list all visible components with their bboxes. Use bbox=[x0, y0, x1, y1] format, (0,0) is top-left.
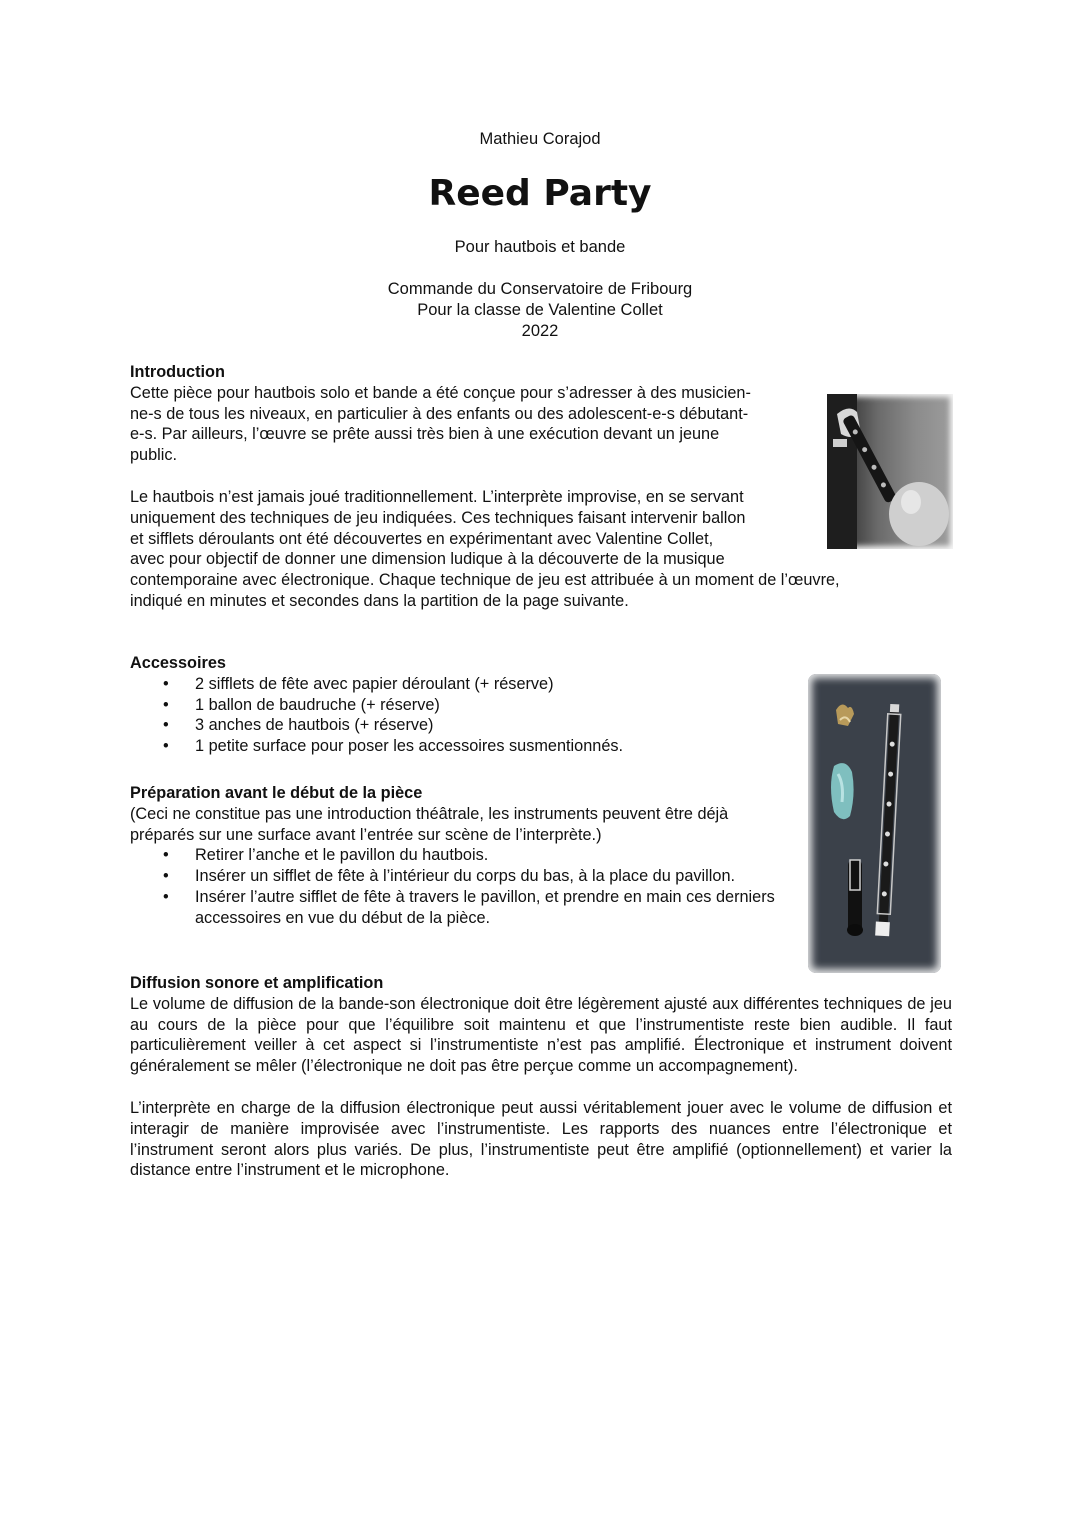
commission-line: Commande du Conservatoire de Fribourg bbox=[387, 280, 693, 298]
diffusion-heading: Diffusion sonore et amplification bbox=[130, 974, 384, 992]
introduction-heading: Introduction bbox=[130, 363, 225, 381]
text-line: avec pour objectif de donner une dimension ludique à la découverte de la musique bbox=[130, 550, 725, 569]
text-line: Le hautbois n’est jamais joué traditionnellement. L’interprète improvise, en se servant bbox=[130, 487, 744, 506]
accessoires-heading: Accessoires bbox=[130, 654, 226, 672]
accessories-image bbox=[808, 674, 941, 973]
diffusion-section bbox=[130, 973, 952, 1181]
author-name: Mathieu Corajod bbox=[479, 130, 601, 148]
preparation-note bbox=[130, 804, 790, 846]
accessoires-section bbox=[130, 653, 810, 757]
text-line: (Ceci ne constitue pas une introduction théâtrale, les instruments peuvent être déjà bbox=[130, 804, 729, 823]
list-item: • Insérer l’autre sifflet de fête à travers le pavillon, et prendre en main ces derniers accessoires en vue du début de la pièce. bbox=[130, 887, 790, 929]
diffusion-paragraph-2: L’interprète en charge de la diffusion électronique peut aussi véritablement jouer avec le volume de diffusion et interagir de manière improvisée avec l’instrumentiste. Les rapports des nuances entre l’électronique et l’instrument seront alors plus variés. De plus, l’instrumentiste peut être amplifié (optionnellement) et varier la distance entre l’instrument et le microphone. bbox=[130, 1098, 952, 1180]
preparation-section bbox=[130, 783, 790, 929]
text-line: indiqué en minutes et secondes dans la partition de la page suivante. bbox=[130, 591, 629, 610]
text-line: Cette pièce pour hautbois solo et bande a été conçue pour s’adresser à des musicien- bbox=[130, 383, 751, 402]
list-item: • 1 ballon de baudruche (+ réserve) bbox=[130, 695, 810, 716]
preparation-list bbox=[130, 845, 790, 928]
text-line: contemporaine avec électronique. Chaque technique de jeu est attribuée à un moment de l’œuvre, bbox=[130, 571, 840, 590]
piece-subtitle: Pour hautbois et bande bbox=[454, 238, 626, 256]
oboe-balloon-image bbox=[827, 394, 953, 549]
piece-title: Reed Party bbox=[428, 173, 652, 214]
text-line: e-s. Par ailleurs, l’œuvre se prête aussi très bien à une exécution devant un jeune bbox=[130, 425, 720, 444]
list-item: • Retirer l’anche et le pavillon du hautbois. bbox=[130, 845, 790, 866]
text-line: public. bbox=[130, 446, 178, 465]
text-line: et sifflets déroulants ont été découvertes en expérimentant avec Valentine Collet, bbox=[130, 529, 714, 548]
list-item: • 3 anches de hautbois (+ réserve) bbox=[130, 715, 810, 736]
commission-line: 2022 bbox=[521, 322, 559, 340]
commission-line: Pour la classe de Valentine Collet bbox=[417, 301, 663, 319]
list-item: • 1 petite surface pour poser les accessoires susmentionnés. bbox=[130, 736, 810, 757]
text-line: ne-s de tous les niveaux, en particulier à des enfants ou des adolescent-e-s débutant- bbox=[130, 404, 749, 423]
text-line: uniquement des techniques de jeu indiquées. Ces techniques faisant intervenir ballon bbox=[130, 508, 746, 527]
preparation-heading: Préparation avant le début de la pièce bbox=[130, 784, 423, 802]
diffusion-paragraph-1: Le volume de diffusion de la bande-son électronique doit être légèrement ajusté aux différentes techniques de jeu au cours de la pièce pour que l’équilibre soit maintenu et que l’instrumentiste reste bien audible. Il faut particulièrement veiller à cet aspect si l’instrumentiste n’est pas amplifié. Électronique et instrument doivent généralement se mêler (l’électronique ne doit pas être perçue comme un accompagnement). bbox=[130, 994, 952, 1076]
accessoires-list bbox=[130, 674, 810, 757]
text-line: préparés sur une surface avant l’entrée sur scène de l’interprète.) bbox=[130, 825, 602, 844]
accessories-photo bbox=[808, 674, 941, 973]
list-item: • 2 sifflets de fête avec papier déroulant (+ réserve) bbox=[130, 674, 810, 695]
introduction-paragraph-1 bbox=[130, 383, 810, 466]
list-item: • Insérer un sifflet de fête à l’intérieur du corps du bas, à la place du pavillon. bbox=[130, 866, 790, 887]
oboe-balloon-photo bbox=[827, 394, 953, 549]
commission-block bbox=[0, 279, 1080, 342]
